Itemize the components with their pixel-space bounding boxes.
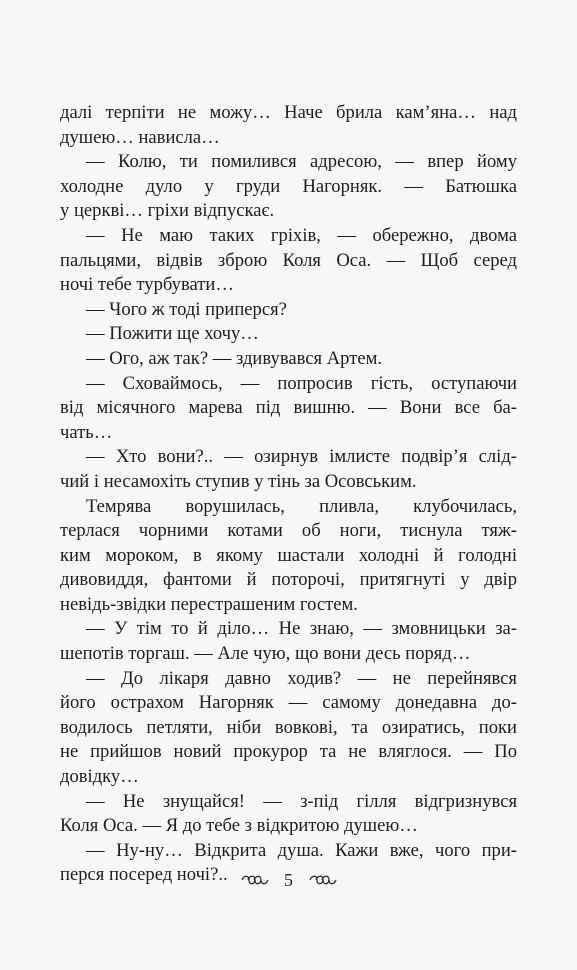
- text-line: перся посеред ночі?..: [60, 864, 228, 886]
- text-line: чий і несамохіть ступив у тінь за Осовським.: [60, 470, 417, 492]
- page-footer: [0, 866, 577, 892]
- scroll-ornament-icon: [308, 868, 338, 892]
- text-line: від місячного марева під вишню. — Вони все ба-: [60, 397, 517, 419]
- scroll-ornament-icon: [240, 868, 270, 892]
- text-line: пальцями, відвів зброю Коля Оса. — Щоб серед: [60, 249, 517, 271]
- text-line: — До лікаря давно ходив? — не перейнявся: [86, 667, 517, 689]
- text-line: холодне дуло у груди Нагорняк. — Батюшка: [60, 175, 517, 197]
- text-line: чать…: [60, 421, 113, 443]
- text-line: ким мороком, в якому шастали холодні й голодні: [60, 544, 517, 566]
- book-page-text: [60, 101, 517, 888]
- text-line: — Колю, ти помилився адресою, — впер йому: [86, 151, 517, 173]
- text-line: — Не знущайся! — з-під гілля відгризнувся: [86, 790, 517, 812]
- text-line: довідку…: [60, 766, 139, 788]
- text-line: Коля Оса. — Я до тебе з відкритою душею…: [60, 815, 418, 837]
- text-line: Темрява ворушилась, пливла, клубочилась,: [86, 495, 517, 517]
- text-line: шепотів торгаш. — Але чую, що вони десь поряд…: [60, 643, 471, 665]
- text-line: його острахом Нагорняк — самому донедавна до-: [60, 692, 517, 714]
- text-line: — Хто вони?.. — озирнув імлисте подвір’я слід-: [86, 446, 517, 468]
- text-line: — Ну-ну… Відкрита душа. Кажи вже, чого при-: [86, 839, 517, 861]
- text-line: ночі тебе турбувати…: [60, 274, 234, 296]
- text-line: — Ого, аж так? — здивувався Артем.: [86, 347, 383, 369]
- text-line: — Чого ж тоді приперся?: [86, 298, 287, 320]
- text-line: — Сховаймось, — попросив гість, оступаючи: [86, 372, 517, 394]
- text-line: не прийшов новий прокурор та не вляглося. — По: [60, 741, 517, 763]
- text-line: — У тім то й діло… Не знаю, — змовницьки за-: [86, 618, 517, 640]
- text-line: водилось петляти, ніби вовкові, та озиратись, поки: [60, 716, 517, 738]
- text-line: дивовиддя, фантоми й поторочі, притягнуті у двір: [60, 569, 517, 591]
- text-line: терлася чорними котами об ноги, тиснула тяж-: [60, 520, 517, 542]
- text-line: у церкві… гріхи відпускає.: [60, 200, 275, 222]
- text-line: невідь-звідки перестрашеним гостем.: [60, 593, 358, 615]
- text-line: душею… нависла…: [60, 126, 220, 148]
- text-line: — Пожити ще хочу…: [86, 323, 259, 345]
- text-line: далі терпіти не можу… Наче брила кам’яна… над: [60, 102, 517, 123]
- text-line: — Не маю таких гріхів, — обережно, двома: [86, 224, 517, 246]
- page-number: 5: [284, 869, 293, 890]
